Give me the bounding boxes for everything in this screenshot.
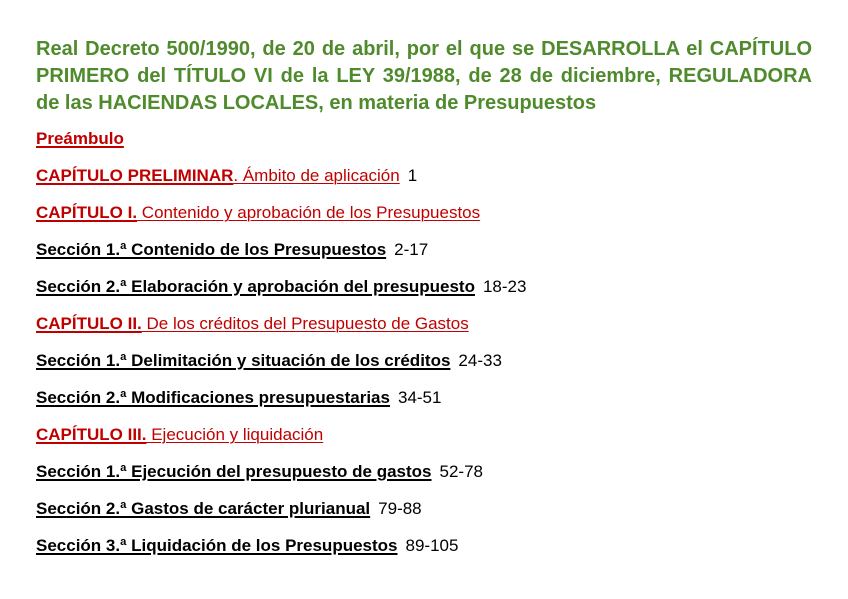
table-of-contents <box>36 127 816 571</box>
toc-entry-preambulo[interactable] <box>36 127 816 164</box>
toc-entry-capitulo-2[interactable] <box>36 312 816 349</box>
toc-link-cap2-seccion-1[interactable]: Sección 1.ª Delimitación y situación de los créditos <box>36 351 451 370</box>
toc-link-cap1-seccion-1[interactable]: Sección 1.ª Contenido de los Presupuestos <box>36 240 387 259</box>
toc-link-capitulo-2-subtitle[interactable]: De los créditos del Presupuesto de Gastos <box>141 314 469 333</box>
toc-pages: 2-17 <box>394 240 429 259</box>
toc-link-cap3-seccion-3[interactable]: Sección 3.ª Liquidación de los Presupuestos <box>36 536 398 555</box>
toc-link-capitulo-3-subtitle[interactable]: Ejecución y liquidación <box>146 425 324 444</box>
toc-link-preambulo[interactable]: Preámbulo <box>36 129 124 148</box>
toc-pages: 24-33 <box>458 351 502 370</box>
toc-pages: 79-88 <box>378 499 422 518</box>
toc-link-capitulo-3[interactable]: CAPÍTULO III. <box>36 425 147 444</box>
toc-pages: 34-51 <box>397 388 442 407</box>
toc-pages: 89-105 <box>405 536 459 555</box>
document-title: Real Decreto 500/1990, de 20 de abril, por el que se DESARROLLA el CAPÍTULO PRIMERO del TÍTULO VI de la LEY 39/1988, de 28 de diciembre, REGULADORA de las HACIENDAS LOCALES, en materia de Presupuestos <box>36 38 812 114</box>
toc-entry-cap1-seccion-1[interactable] <box>36 238 816 275</box>
toc-entry-cap2-seccion-1[interactable] <box>36 349 816 386</box>
toc-link-capitulo-1[interactable]: CAPÍTULO I. <box>36 203 138 222</box>
toc-link-cap2-seccion-2[interactable]: Sección 2.ª Modificaciones presupuestarias <box>36 388 390 407</box>
toc-link-capitulo-preliminar-subtitle[interactable]: . Ámbito de aplicación <box>233 166 400 185</box>
toc-entry-capitulo-3[interactable] <box>36 423 816 460</box>
toc-entry-cap2-seccion-2[interactable] <box>36 386 816 423</box>
toc-pages: 52-78 <box>439 462 483 481</box>
toc-link-capitulo-1-subtitle[interactable]: Contenido y aprobación de los Presupuestos <box>137 203 481 222</box>
toc-pages: 1 <box>407 166 418 185</box>
toc-entry-cap3-seccion-2[interactable] <box>36 497 816 534</box>
toc-pages: 18-23 <box>482 277 527 296</box>
toc-entry-cap3-seccion-1[interactable] <box>36 460 816 497</box>
toc-entry-capitulo-preliminar[interactable] <box>36 164 816 201</box>
toc-link-cap1-seccion-2[interactable]: Sección 2.ª Elaboración y aprobación del presupuesto <box>36 277 475 296</box>
toc-link-capitulo-preliminar[interactable]: CAPÍTULO PRELIMINAR <box>36 166 234 185</box>
toc-link-capitulo-2[interactable]: CAPÍTULO II. <box>36 314 142 333</box>
toc-entry-cap3-seccion-3[interactable] <box>36 534 816 571</box>
toc-link-cap3-seccion-1[interactable]: Sección 1.ª Ejecución del presupuesto de gastos <box>36 462 432 481</box>
toc-entry-cap1-seccion-2[interactable] <box>36 275 816 312</box>
toc-entry-capitulo-1[interactable] <box>36 201 816 238</box>
toc-link-cap3-seccion-2[interactable]: Sección 2.ª Gastos de carácter plurianual <box>36 499 371 518</box>
